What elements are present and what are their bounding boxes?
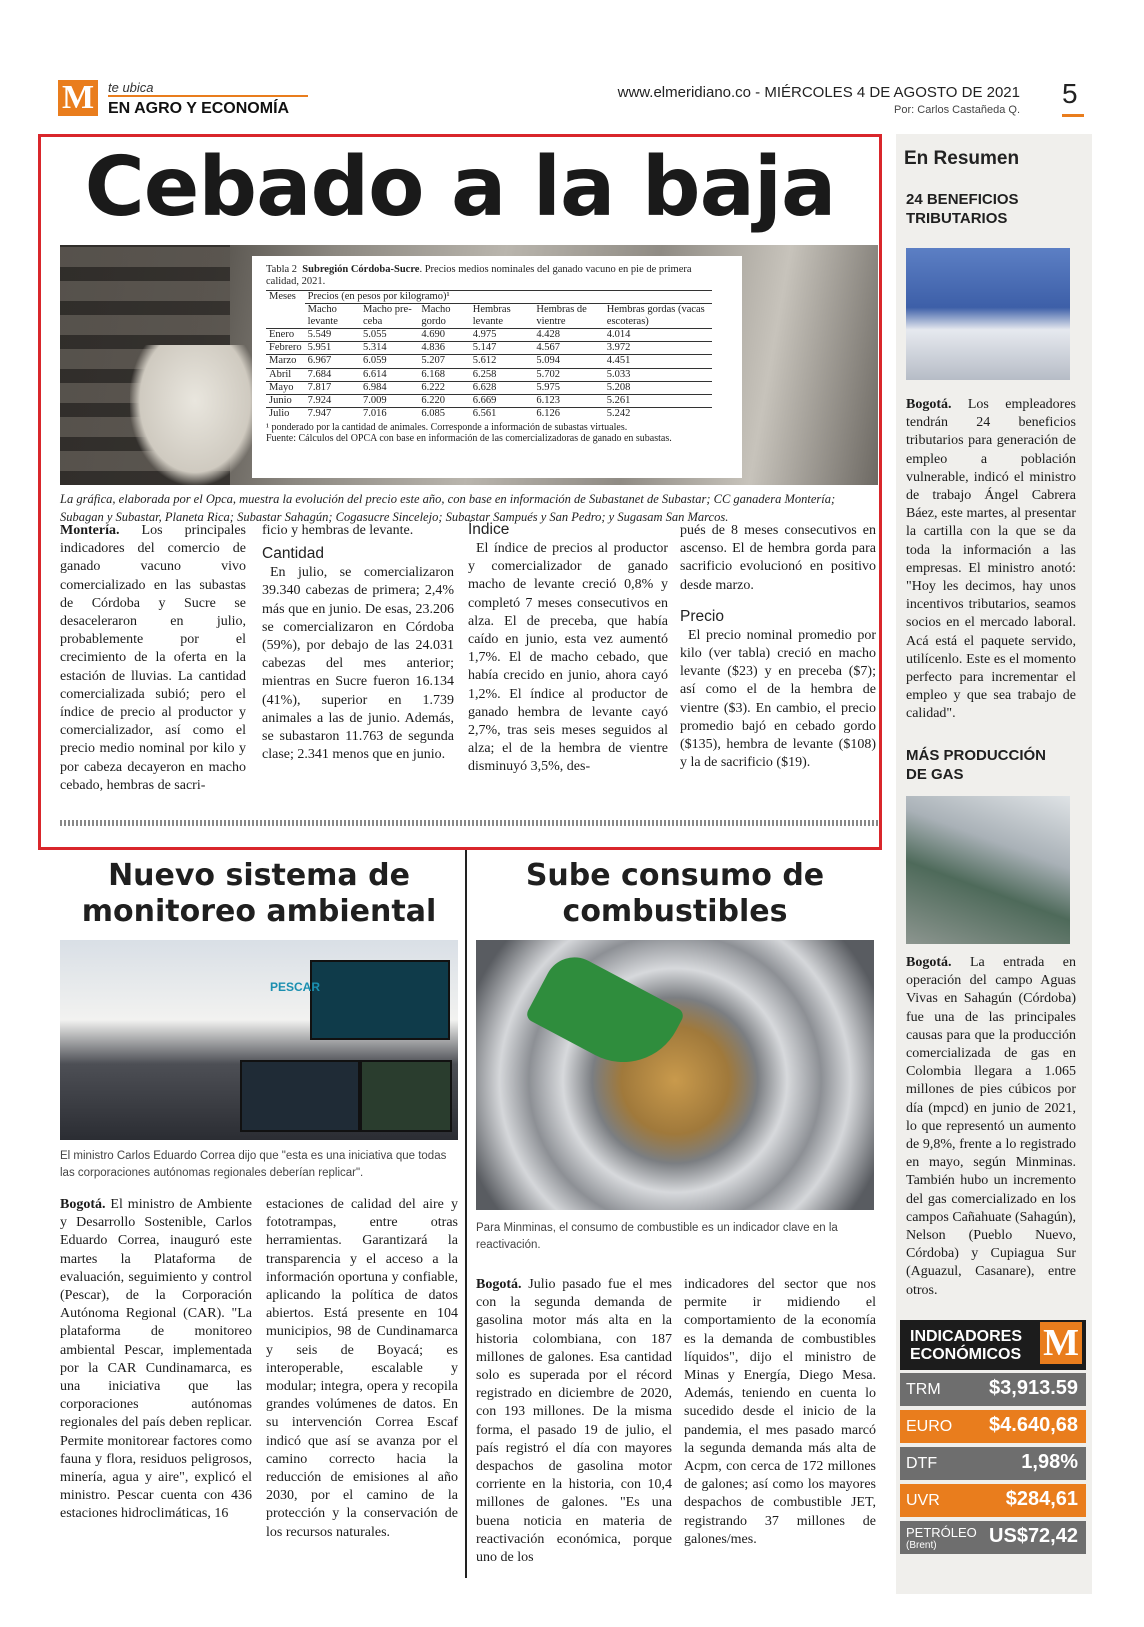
feature-column-2: ficio y hembras de levante. Cantidad En julio, se comercializaron 39.340 cabezas de primera; 2,4% más que en junio. De esas, 23.206 se comercializaron en Córdoba (59%), por debajo de las 24.031 cabezas del mes anterior; mientras en Sucre fueron 16.134 (41%), superior en 1.739 animales a las de junio. Además, se subastaron 11.763 de segunda clase; 2.341 menos que en junio.	[262, 523, 454, 763]
table-cell: 4.975	[470, 329, 534, 342]
dateline: Montería.	[60, 523, 120, 538]
table-cell: 5.208	[604, 381, 712, 394]
table-header: Meses	[266, 291, 305, 329]
indicators-title: INDICADORES ECONÓMICOS	[900, 1320, 1086, 1370]
env-column-1: Bogotá. El ministro de Ambiente y Desarrollo Sostenible, Carlos Eduardo Correa, inauguró este martes la Plataforma de evaluación, seguimiento y control (Pescar), de la Corporación Autónoma Regional (CAR). "La plataforma de monitoreo ambiental Pescar, implementada por la CAR Cundinamarca, es una iniciativa que las corporaciones autónomas regionales del país deben replicar. Permite monitorear factores como fauna y flora, residuos peligrosos, minería, agua y aire", explicó el ministro. Pescar cuenta con 436 estaciones hidroclimáticas, 16	[60, 1197, 252, 1522]
dateline: Bogotá.	[906, 955, 952, 970]
table-cell: 6.168	[418, 368, 469, 381]
table-cell: 6.123	[533, 394, 603, 407]
sidebar-title: En Resumen	[904, 148, 1020, 169]
section-rule	[108, 95, 308, 97]
env-column-2: estaciones de calidad del aire y fototrampas, entre otras herramientas. Garantizará la transparencia y el acceso a la información oportuna y confiable, aplicando la política de datos abiertos. Está presente en 104 municipios, 98 de Cundinamarca y seis de Boyacá; es interoperable, escalable y modular; integra, opera y recopila grandes volúmenes de datos. En su intervención Correa Escaf indicó que así se avanza por el camino correcto hacia la reducción de emisiones al año 2030, por el camino de la protección y la conservación de los recursos naturales.	[266, 1197, 458, 1540]
feature-column-1: Montería. Los principales indicadores del comercio de ganado vacuno vivo comercializado en las subastas de Córdoba y Sucre se desaceleraron en julio, probablemente por el crecimiento de la oferta en la estación de lluvias. La cantidad comercializada subió; pero el índice de precio al productor y comercializador, así como el precio medio nominal por kilo y por cabeza decayeron en macho cebado, hembras de sacri-	[60, 523, 246, 793]
table-caption: Tabla 2 Subregión Córdoba-Sucre. Precios medios nominales del ganado vacuno en pie de primera calidad, 2021.	[266, 264, 692, 288]
fuel-headline: Sube consumo de combustibles	[525, 858, 825, 929]
table-cell: 7.817	[305, 381, 360, 394]
table-cell: 6.669	[470, 394, 534, 407]
dateline: Bogotá.	[476, 1277, 522, 1292]
tagline: te ubica	[108, 80, 154, 95]
table-cell: 5.951	[305, 342, 360, 355]
sidebar-item-2-title: MÁS PRODUCCIÓN DE GAS	[906, 747, 1047, 783]
table-cell-month: Junio	[266, 394, 305, 407]
indicator-row	[900, 1373, 1086, 1406]
env-headline: Nuevo sistema de monitoreo ambiental	[81, 858, 437, 929]
monitor-shape	[240, 1060, 360, 1132]
table-header: Hembras gordas (vacas escoteras)	[604, 304, 712, 329]
section-title: EN AGRO Y ECONOMÍA	[108, 100, 290, 117]
byline: Por: Carlos Castañeda Q.	[894, 104, 1020, 116]
indicator-label: PETRÓLEO	[906, 1525, 977, 1540]
feature-photo-caption: La gráfica, elaborada por el Opca, muestra la evolución del precio este año, con base en información de Subastanet de Subastar; CC ganadera Montería; Subagan y Subastar, Planeta Rica; Subastar Sahagún; Cogasucre Sincelejo; Subastar Sampués y San Pedro; y Sugasam San Marcos.	[60, 492, 836, 525]
feature-headline: Cebado a la baja	[84, 140, 836, 235]
table-row	[266, 394, 712, 407]
indicator-row	[900, 1521, 1086, 1554]
wall-screen-shape	[310, 960, 450, 1040]
table-cell: 5.261	[604, 394, 712, 407]
sidebar-item-2-text: Bogotá. La entrada en operación del campo Aguas Vivas en Sahagún (Córdoba) fue una de las principales causas para que la producción comercializada de gas en Colombia llegara a 1.065 millones de pies cúbicos por día (mpcd) en junio de 2021, lo que representó un aumento de 9,8%, frente a lo registrado en mayo, según Minminas. También hubo un incremento del gas comercializado en los campos Cañahuate (Sahagún), Nelson (Pueblo Nuevo, Córdoba) y Cupiagua Sur (Aguazul, Casanare), entre otros.	[906, 955, 1076, 1298]
table-cell-month: Marzo	[266, 355, 305, 368]
dateline: Bogotá.	[60, 1197, 106, 1212]
page-number-rule	[1062, 114, 1084, 117]
table-cell-month: Abril	[266, 368, 305, 381]
indicator-value: $284,61	[1005, 1488, 1078, 1510]
table-cell: 5.055	[360, 329, 418, 342]
subhead-indice: Índice	[468, 521, 510, 538]
indicator-row	[900, 1447, 1086, 1480]
table-cell: 6.258	[470, 368, 534, 381]
table-cell: 4.428	[533, 329, 603, 342]
feature-column-3: Índice El índice de precios al productor y comercializador de ganado macho de levante creció 0,8% y completó 7 meses consecutivos en alza. El de preceba, que había caído en junio, esta vez aumentó 1,7%. El de macho cebado, que había crecido en junio, ahora cayó 1,2%. El índice al productor de ganado hembra de levante cayó 2,7%, tras seis meses seguidos al alza; el de la hembra de vientre disminuyó 3,5%, des-	[468, 521, 668, 775]
table-cell: 5.612	[470, 355, 534, 368]
table-header: Precios (en pesos por kilogramo)¹	[305, 291, 712, 304]
sidebar-photo-2	[906, 796, 1070, 944]
indicator-value: 1,98%	[1021, 1451, 1078, 1473]
subhead-precio: Precio	[680, 607, 724, 625]
table-cell: 4.567	[533, 342, 603, 355]
table-header: Hembras de vientre	[533, 304, 603, 329]
table-cell: 5.702	[533, 368, 603, 381]
table-cell-month: Enero	[266, 329, 305, 342]
table-cell: 6.085	[418, 407, 469, 420]
indicator-row	[900, 1484, 1086, 1517]
sidebar-item-1-title: 24 BENEFICIOS TRIBUTARIOS	[906, 191, 1019, 227]
table-cell: 5.094	[533, 355, 603, 368]
indicator-value: $4.640,68	[989, 1414, 1078, 1436]
table-row	[266, 407, 712, 420]
table-cell: 6.967	[305, 355, 360, 368]
table-cell: 5.242	[604, 407, 712, 420]
table-cell: 5.147	[470, 342, 534, 355]
table-row	[266, 368, 712, 381]
table-cell: 4.690	[418, 329, 469, 342]
table-cell: 6.126	[533, 407, 603, 420]
table-cell: 7.947	[305, 407, 360, 420]
env-photo-caption: El ministro Carlos Eduardo Correa dijo que "esta es una iniciativa que todas las corporaciones autónomas regionales deberían replicar".	[60, 1150, 447, 1179]
table-cell-month: Mayo	[266, 381, 305, 394]
column-rule	[465, 850, 467, 1578]
indicator-row	[900, 1410, 1086, 1443]
table-cell: 6.628	[470, 381, 534, 394]
fuel-photo-caption: Para Minminas, el consumo de combustible es un indicador clave en la reactivación.	[476, 1222, 838, 1251]
table-cell: 6.614	[360, 368, 418, 381]
table-cell: 4.451	[604, 355, 712, 368]
subhead-cantidad: Cantidad	[262, 545, 325, 563]
indicators-logo: M	[1040, 1322, 1082, 1364]
indicator-label: DTF	[906, 1455, 938, 1472]
table-cell: 5.975	[533, 381, 603, 394]
masthead-date[interactable]: www.elmeridiano.co - MIÉRCOLES 4 DE AGOSTO DE 2021	[617, 84, 1020, 101]
table-cell: 6.220	[418, 394, 469, 407]
table-cell: 5.549	[305, 329, 360, 342]
cow-shape	[130, 345, 260, 485]
fuel-column-1: Bogotá. Julio pasado fue el mes con la segunda demanda de gasolina motor más alta en la historia colombiana, con 187 millones de galones. Esa cantidad solo es superada por el récord registrado en diciembre de 2020, con 193 millones. De la misma forma, el pasado 19 de julio, el país registró el día con mayores despachos de gasolina motor corriente en la historia, con 10,4 millones de galones. "Es una buena noticia en materia de reactivación económica, porque uno de los	[476, 1277, 672, 1566]
table-row	[266, 342, 712, 355]
indicator-sublabel: (Brent)	[906, 1540, 937, 1551]
table-cell-month: Julio	[266, 407, 305, 420]
table-cell: 5.033	[604, 368, 712, 381]
table-cell: 6.059	[360, 355, 418, 368]
table-row	[266, 381, 712, 394]
monitor-shape	[360, 1060, 452, 1132]
table-cell: 5.314	[360, 342, 418, 355]
page-number: 5	[1062, 78, 1078, 109]
table-cell: 7.924	[305, 394, 360, 407]
table-source: Fuente: Cálculos del OPCA con base en información de las comercializadoras de ganado en subastas.	[266, 433, 672, 445]
table-header: Macho pre-ceba	[360, 304, 418, 329]
indicator-label: EURO	[906, 1418, 953, 1435]
table-header: Macho gordo	[418, 304, 469, 329]
table-cell: 4.836	[418, 342, 469, 355]
fuel-column-2: indicadores del sector que nos permite ir midiendo el comportamiento de la economía es la demanda de combustibles líquidos", dijo el ministro de Minas y Energía, Diego Mesa. Además, teniendo en cuenta lo sucedido desde el inicio de la pandemia, el mes pasado marcó la segunda demanda más alta de Acpm, con cerca de 172 millones de galones; así como los mayores despachos de combustible JET, registrando 37 millones de galones/mes.	[684, 1277, 876, 1547]
newspaper-logo: M	[58, 80, 98, 116]
table-cell: 4.014	[604, 329, 712, 342]
table-cell: 7.016	[360, 407, 418, 420]
indicator-value: US$72,42	[989, 1525, 1078, 1547]
indicator-label: TRM	[906, 1381, 941, 1398]
table-cell: 7.009	[360, 394, 418, 407]
dateline: Bogotá.	[906, 397, 952, 412]
price-table-card	[252, 256, 742, 478]
table-header: Macho levante	[305, 304, 360, 329]
pescar-sign: PESCAR	[270, 980, 321, 994]
env-photo	[60, 940, 458, 1140]
table-header: Hembras levante	[470, 304, 534, 329]
table-cell: 6.222	[418, 381, 469, 394]
table-cell-month: Febrero	[266, 342, 305, 355]
table-cell: 6.984	[360, 381, 418, 394]
sidebar-photo-1	[906, 248, 1070, 380]
table-cell: 5.207	[418, 355, 469, 368]
fuel-photo	[476, 940, 874, 1210]
sidebar-item-1-text: Bogotá. Los empleadores tendrán 24 beneficios tributarios para generación de empleo a población vulnerable, indicó el ministro de trabajo Ángel Cabrera Báez, este martes, al presentar la cartilla con la que se da toda la información a las empresas. El ministro anotó: "Hoy les decimos, hay unos incentivos tributarios, seamos socios en el mercado laboral. Acá está el paquete servido, utilícenlo. Este es el momento perfecto para incrementar el empleo y que sea trabajo de calidad".	[906, 397, 1076, 722]
indicator-value: $3,913.59	[989, 1377, 1078, 1399]
table-row	[266, 329, 712, 342]
feature-divider	[60, 820, 878, 826]
feature-column-4: pués de 8 meses consecutivos en ascenso. El de hembra gorda para sacrificio evolucionó en positivo desde marzo. Precio El precio nominal promedio por kilo (ver tabla) creció en macho levante ($23) y en preceba ($7); así como el de la hembra de vientre ($3). En cambio, el precio promedio bajó en cebado gordo ($135), hembra de levante ($108) y la de sacrificio ($19).	[680, 523, 876, 771]
table-cell: 6.561	[470, 407, 534, 420]
indicator-label: UVR	[906, 1492, 940, 1509]
table-cell: 7.684	[305, 368, 360, 381]
table-cell: 3.972	[604, 342, 712, 355]
table-footnote: ¹ ponderado por la cantidad de animales. Corresponde a información de subastas virtuales.	[266, 421, 628, 433]
table-row	[266, 355, 712, 368]
price-table	[266, 290, 712, 420]
